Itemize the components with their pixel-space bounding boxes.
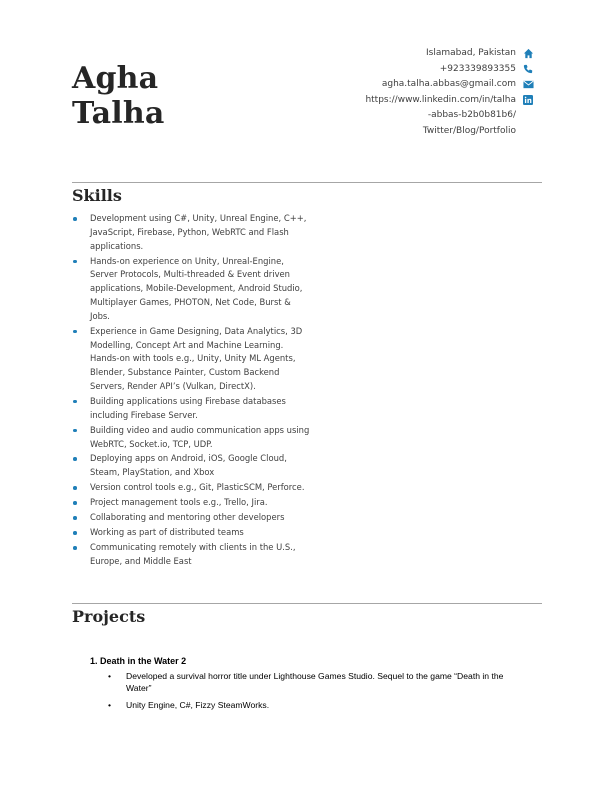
- bullet-dot-icon: [73, 546, 77, 550]
- skills-list: [72, 212, 312, 570]
- skill-item: Building video and audio communication apps using WebRTC, Socket.io, TCP, UDP.: [72, 424, 312, 452]
- skill-item: Building applications using Firebase databases including Firebase Server.: [72, 395, 312, 423]
- skill-item: Hands-on experience on Unity, Unreal-Engine, Server Protocols, Multi-threaded & Event driven applications, Mobile-Development, Android Studio, Multiplayer Games, PHOTON, Net Code, Burst & Jobs.: [72, 255, 312, 324]
- contact-location: Islamabad, Pakistan: [365, 46, 534, 62]
- bullet-icon: •: [108, 699, 112, 710]
- linkedin-icon: [522, 94, 534, 106]
- last-name: Talha: [72, 96, 165, 131]
- contact-email[interactable]: agha.talha.abbas@gmail.com: [365, 77, 534, 93]
- bullet-dot-icon: [73, 531, 77, 535]
- bullet-dot-icon: [73, 429, 77, 433]
- skill-item: Communicating remotely with clients in the U.S., Europe, and Middle East: [72, 541, 312, 569]
- contact-links[interactable]: Twitter/Blog/Portfolio: [422, 125, 516, 136]
- bullet-dot-icon: [73, 457, 77, 461]
- phone-icon: [522, 63, 534, 75]
- contact-phone[interactable]: +923339893355: [365, 62, 534, 78]
- bullet-dot-icon: [73, 217, 77, 221]
- project-heading: 1. Death in the Water 2: [90, 656, 187, 666]
- contact-linkedin[interactable]: https://www.linkedin.com/in/talha: [365, 93, 534, 109]
- projects-divider: [72, 603, 542, 604]
- contact-block: [365, 46, 534, 139]
- skill-item: Deploying apps on Android, iOS, Google Cloud, Steam, PlayStation, and Xbox: [72, 452, 312, 480]
- skills-divider: [72, 182, 542, 183]
- candidate-name: [72, 61, 165, 131]
- project-bullet: • Developed a survival horror title under Lighthouse Games Studio. Sequel to the game “Death in the Water”: [108, 671, 504, 694]
- bullet-icon: •: [108, 671, 112, 681]
- skill-item: Working as part of distributed teams: [72, 526, 312, 540]
- skill-item: Experience in Game Designing, Data Analytics, 3D Modelling, Concept Art and Machine Learning. Hands-on with tools e.g., Unity, Unity ML Agents, Blender, Substance Painter, Custom Backend Servers, Render API’s (Vulkan, DirectX).: [72, 325, 312, 394]
- envelope-icon: [522, 79, 534, 91]
- bullet-dot-icon: [73, 516, 77, 520]
- project-bullet: • Unity Engine, C#, Fizzy SteamWorks.: [108, 699, 270, 710]
- skill-item: Collaborating and mentoring other developers: [72, 511, 312, 525]
- skill-item: Version control tools e.g., Git, PlasticSCM, Perforce.: [72, 481, 312, 495]
- projects-heading: Projects: [72, 607, 146, 626]
- skills-heading: Skills: [72, 186, 122, 205]
- skill-item: Development using C#, Unity, Unreal Engine, C++, JavaScript, Firebase, Python, WebRTC and Flash applications.: [72, 212, 312, 253]
- first-name: Agha: [72, 61, 159, 96]
- project-bullets: [108, 670, 528, 715]
- contact-linkedin-cont[interactable]: -abbas-b2b0b81b6/: [427, 110, 516, 120]
- bullet-dot-icon: [73, 330, 77, 334]
- home-icon: [522, 48, 534, 60]
- bullet-dot-icon: [73, 260, 77, 264]
- bullet-dot-icon: [73, 501, 77, 505]
- bullet-dot-icon: [73, 486, 77, 490]
- bullet-dot-icon: [73, 400, 77, 404]
- skill-item: Project management tools e.g., Trello, Jira.: [72, 496, 312, 510]
